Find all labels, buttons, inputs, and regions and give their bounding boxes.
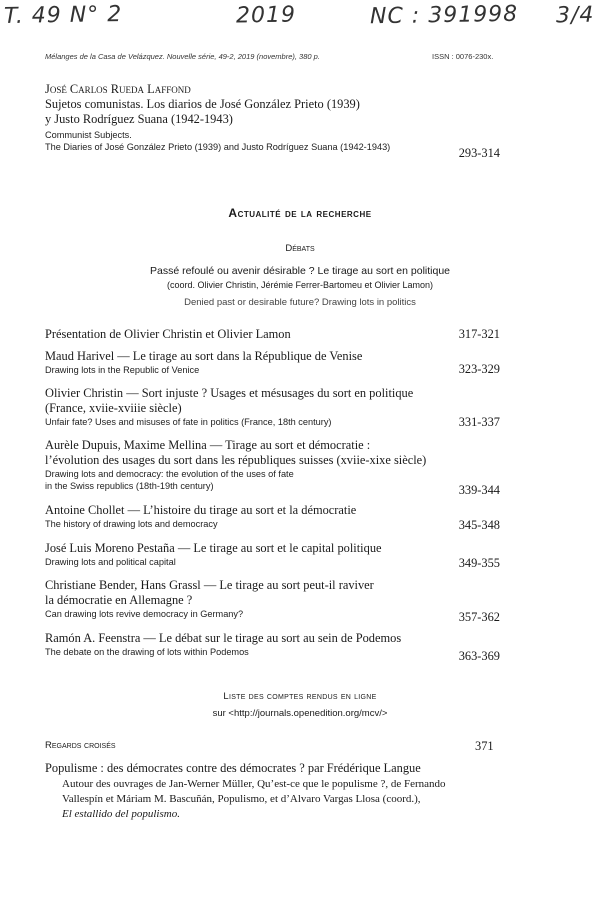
entry-pages: 345-348	[458, 518, 500, 532]
online-list-label: Liste des comptes rendus en ligne	[223, 691, 377, 702]
handwritten-nc: NC : 391998	[369, 1, 519, 30]
toc-entry: José Luis Moreno Pestaña — Le tirage au sort et le capital politique Drawing lots and political capital 349-355	[45, 541, 500, 570]
entry-pages: 349-355	[458, 556, 500, 570]
populisme-description: Autour des ouvrages de Jan-Werner Müller, Qu’est-ce que le populisme ?, de Fernando Vallespín et Máriam M. Bascuñán, Populismo, et d’Alvaro Vargas Llosa (coord.), El estallido del populismo.	[62, 778, 446, 820]
article-en-line2: The Diaries of José González Prieto (1939) and Justo Rodríguez Suana (1942-1943)	[45, 142, 391, 152]
handwritten-year: 2019	[235, 2, 297, 29]
toc-entry: Maud Harivel — Le tirage au sort dans la République de Venise Drawing lots in the Republic of Venice 323-329	[45, 349, 500, 376]
toc-entry: Ramón A. Feenstra — Le débat sur le tirage au sort au sein de Podemos The debate on the drawing of lots within Podemos 363-369	[45, 631, 500, 663]
debats-en: Denied past or desirable future? Drawing lots in politics	[184, 297, 416, 308]
debats-label: Débats	[285, 243, 315, 254]
toc-entry: Christiane Bender, Hans Grassl — Le tirage au sort peut-il raviver la démocratie en Allemagne ? Can drawing lots revive democracy in Germany? 357-362	[45, 578, 500, 624]
entry-pages: 317-321	[458, 327, 500, 341]
article-title-line2: y Justo Rodríguez Suana (1942-1943)	[45, 112, 233, 126]
issn: ISSN : 0076-230x.	[432, 52, 494, 61]
entry-pages: 357-362	[458, 610, 500, 624]
toc-entry: Antoine Chollet — L’histoire du tirage au sort et la démocratie The history of drawing lots and democracy 345-348	[45, 503, 500, 532]
regards-pages: 371	[475, 739, 494, 753]
handwritten-volume: T. 49 N° 2	[3, 1, 123, 30]
entry-pages: 339-344	[458, 483, 500, 497]
article-pages: 293-314	[458, 146, 500, 160]
debats-coord: (coord. Olivier Christin, Jérémie Ferrer-Bartomeu et Olivier Lamon)	[166, 280, 434, 290]
article-rueda	[45, 82, 500, 160]
toc-entry: Aurèle Dupuis, Maxime Mellina — Tirage au sort et démocratie : l’évolution des usages du sort dans les républiques suisses (xviie-xixe siècle) Drawing lots and democracy: the evolution of the uses of fate in the Swiss republics (18th-19th century) 339-344	[45, 438, 500, 497]
handwritten-marks	[0, 0, 600, 36]
toc-entry: Olivier Christin — Sort injuste ? Usages et mésusages du sort en politique (France, xviie-xviiie siècle) Unfair fate? Uses and misuses of fate in politics (France, 18th century) 331-337	[45, 386, 500, 429]
citation-line: Mélanges de la Casa de Velázquez. Nouvelle série, 49-2, 2019 (novembre), 380 p.	[45, 52, 320, 61]
entry-pages: 323-329	[458, 362, 500, 376]
article-title-line1: Sujetos comunistas. Los diarios de José González Prieto (1939)	[45, 97, 360, 111]
regards-label: Regards croisés	[45, 740, 116, 751]
debats-title: Passé refoulé ou avenir désirable ? Le tirage au sort en politique	[149, 265, 451, 277]
article-author: José Carlos Rueda Laffond	[45, 82, 191, 96]
toc-entry: Présentation de Olivier Christin et Olivier Lamon 317-321	[45, 327, 500, 341]
handwritten-fraction: 3/4	[555, 2, 595, 29]
entry-pages: 363-369	[458, 649, 500, 663]
online-list-url[interactable]: sur <http://journals.openedition.org/mcv/>	[212, 708, 388, 719]
populisme-title: Populisme : des démocrates contre des démocrates ? par Frédérique Langue	[45, 761, 421, 775]
article-en-line1: Communist Subjects.	[45, 130, 132, 140]
entry-pages: 331-337	[458, 415, 500, 429]
section-title: Actualité de la recherche	[228, 206, 372, 220]
